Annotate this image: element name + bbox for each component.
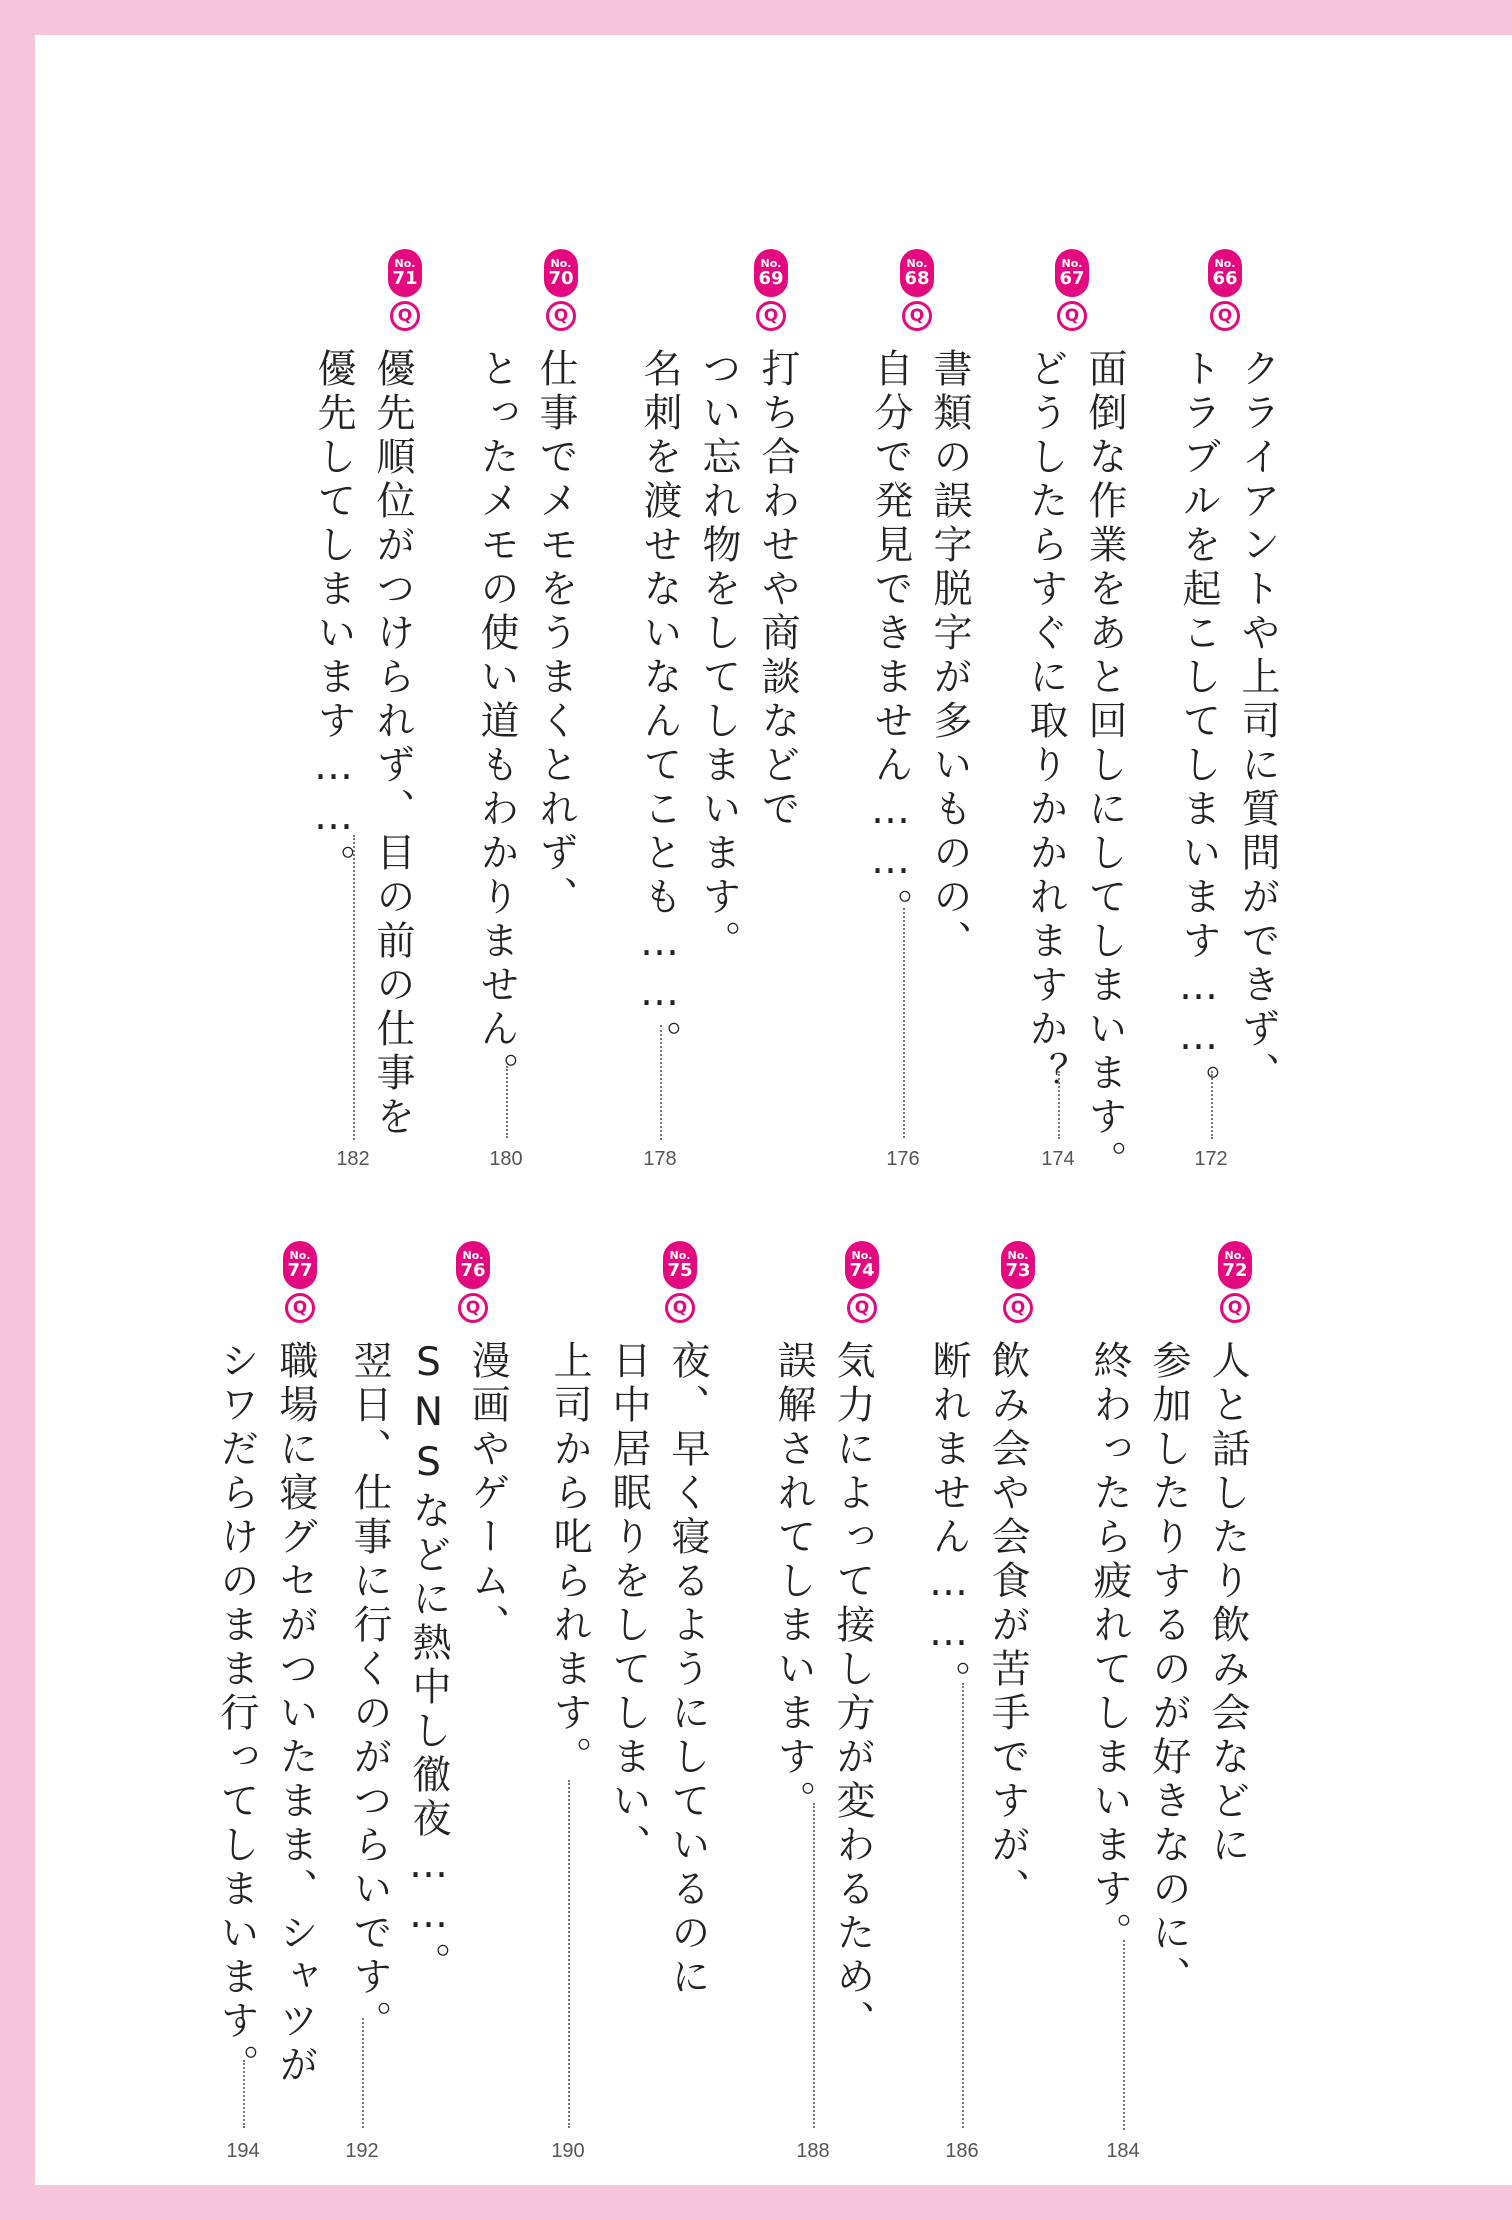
page-number: 194 [226,2140,260,2162]
number-pill: No. 69 [754,249,788,297]
question-text: 夜、早く寝るようにしているのに 日中居眠りをしてしまい、 上司から叱られます。 [547,1340,710,2000]
question-text: 打ち合わせや商談などで つい忘れ物をしてしまいます。 名刺を渡せないなんてことも……。 [637,348,800,1064]
question-text: 優先順位がつけられず、目の前の仕事を 優先してしまいます……。 [311,348,415,1140]
question-entry-70[interactable] [453,213,603,1183]
question-badge [657,1241,703,1323]
q-icon: Q [1220,1293,1250,1323]
dotted-leader [1123,1940,1125,2130]
number-pill: No. 67 [1055,249,1089,297]
q-icon: Q [546,301,576,331]
number-pill: No. 68 [900,249,934,297]
question-badge [1212,1241,1258,1323]
question-entry-76[interactable] [345,1205,535,2175]
page-number: 186 [945,2140,979,2162]
q-icon: Q [756,301,786,331]
q-icon: Q [458,1293,488,1323]
dotted-leader [243,2060,245,2128]
question-badge [277,1241,323,1323]
page-number: 190 [551,2140,585,2162]
question-badge [538,249,584,331]
dotted-leader [568,1780,570,2128]
page-number: 188 [796,2140,830,2162]
question-badge [382,249,428,331]
book-page [35,35,1512,2185]
bottom-row [35,1205,1512,2175]
question-badge [450,1241,496,1323]
dotted-leader [506,1066,508,1138]
dotted-leader [962,1683,964,2128]
number-pill: No. 71 [388,249,422,297]
question-entry-69[interactable] [637,213,825,1183]
page-number: 174 [1041,1148,1075,1170]
question-entry-77[interactable] [195,1205,335,2175]
question-badge [839,1241,885,1323]
dotted-leader [1211,1071,1213,1139]
number-pill: No. 76 [456,1241,490,1289]
question-badge [1202,249,1248,331]
question-text: 飲み会や会食が苦手ですが、 断れません……。 [926,1340,1030,1912]
q-icon: Q [1210,301,1240,331]
question-text: 仕事でメモをうまくとれず、 とったメモの使い道もわかりません。 [474,348,578,1096]
page-number: 172 [1194,1148,1228,1170]
page-number: 176 [886,1148,920,1170]
number-pill: No. 77 [283,1241,317,1289]
number-pill: No. 73 [1001,1241,1035,1289]
q-icon: Q [1003,1293,1033,1323]
question-badge [1049,249,1095,331]
q-icon: Q [1057,301,1087,331]
question-text: 人と話したり飲み会などに 参加したりするのが好きなのに、 終わったら疲れてしまいます。 [1087,1340,1250,2000]
q-icon: Q [390,301,420,331]
dotted-leader [813,1803,815,2128]
page-number: 178 [643,1148,677,1170]
number-pill: No. 74 [845,1241,879,1289]
page-number: 182 [336,1148,370,1170]
dotted-leader [1058,1071,1060,1139]
page-number: 192 [345,2140,379,2162]
question-text: クライアントや上司に質問ができず、 トラブルを起こしてしまいます……。 [1176,348,1280,1108]
question-badge [995,1241,1041,1323]
q-icon: Q [285,1293,315,1323]
number-pill: No. 75 [663,1241,697,1289]
question-badge [748,249,794,331]
question-badge [894,249,940,331]
question-entry-67[interactable] [1002,213,1142,1183]
number-pill: No. 66 [1208,249,1242,297]
question-entry-75[interactable] [547,1205,735,2175]
question-entry-71[interactable] [290,213,440,1183]
dotted-leader [660,1025,662,1140]
page-number: 180 [489,1148,523,1170]
question-entry-66[interactable] [1155,213,1295,1183]
dotted-leader [362,2018,364,2128]
q-icon: Q [847,1293,877,1323]
dotted-leader [353,835,355,1140]
dotted-leader [903,908,905,1138]
q-icon: Q [902,301,932,331]
page-number: 184 [1106,2140,1140,2162]
number-pill: No. 72 [1218,1241,1252,1289]
question-entry-73[interactable] [905,1205,1055,2175]
number-pill: No. 70 [544,249,578,297]
question-text: 面倒な作業をあと回しにしてしまいます。 どうしたらすぐに取りかかれますか？ [1023,348,1127,1184]
question-text: 漫画やゲーム、 SNSなどに熱中し徹夜……。 翌日、仕事に行くのがつらいです。 [347,1340,510,2044]
q-icon: Q [665,1293,695,1323]
question-text: 気力によって接し方が変わるため、 誤解されてしまいます。 [771,1340,875,2044]
question-text: 職場に寝グセがついたまま、シャツが シワだらけのまま行ってしまいます。 [214,1340,318,2088]
question-entry-68[interactable] [847,213,987,1183]
top-row [35,213,1512,1183]
question-entry-74[interactable] [750,1205,900,2175]
question-text: 書類の誤字脱字が多いものの、 自分で発見できません……。 [868,348,972,964]
question-entry-72[interactable] [1075,1205,1295,2175]
